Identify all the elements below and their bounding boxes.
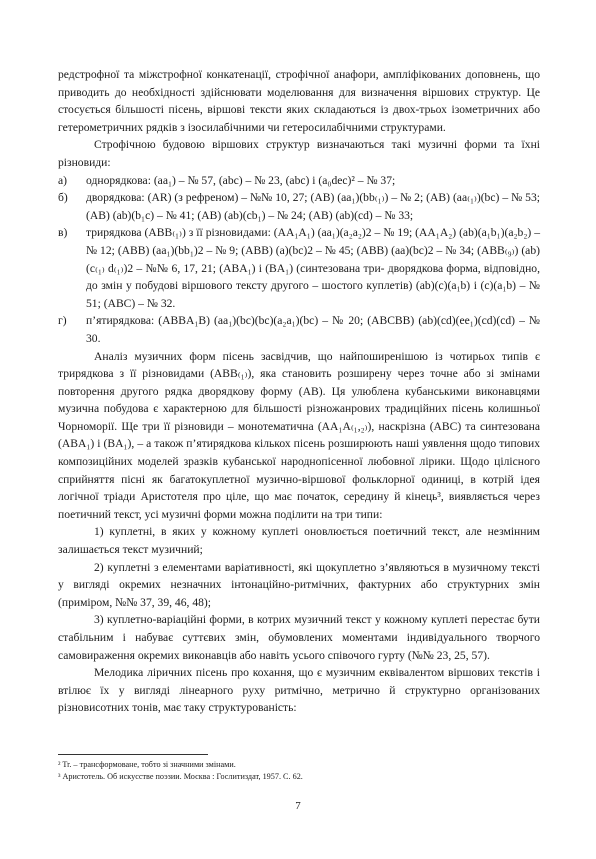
- music-forms-list: [58, 172, 540, 348]
- list-item-text: однорядкова: (аа₁) – № 57, (abc) – № 23, (abc) і (a₀dec)² – № 37;: [86, 173, 396, 187]
- list-item-text: дворядкова: (AR) (з рефреном) – №№ 10, 27; (AB) (aa₁)(bb₍₁₎) – № 2; (AB) (aa₍₁₎)(bc) – № 53; (AB) (ab)(b₁c) – № 41; (AB) (ab)(cb₁) – № 24; (AB) (ab)(cd) – № 33;: [86, 191, 540, 222]
- list-marker: г): [58, 314, 67, 328]
- paragraph: 3) куплетно-варіаційні форми, в котрих музичний текст у кожному куплеті перестає бути стабільним і набуває суттєвих змін, обумовлених моментами індивідуального творчого самовираження окремих виконавців або навіть усього співочого гурту (№№ 23, 25, 57).: [58, 613, 540, 662]
- list-item-text: трирядкова (ABB₍₁₎) з її різновидами: (AA₁A₁) (aa₁)(a₂a₂)2 – № 19; (AA₁A₂) (ab)(a₁b₁)(a₂b₂) – № 12; (ABB) (aa₁)(bb₁)2 – № 9; (ABB) (a)(bc)2 – № 45; (ABB) (aa)(bc)2 – № 34; (ABB₍₉₎) (ab)(c₍₁₎ d₍₁₎)2 – №№ 6, 17, 21; (ABA₁) і (BA₁) (синтезована три- дворядкова форма, відповідно, до змін у побудові віршового тексту другого – шостого куплетів) (ab)(c)(a₁b) і (c)(a₁b) – № 51; (ABC) – № 32.: [86, 226, 540, 310]
- list-marker: а): [58, 173, 68, 187]
- list-item-text: п’ятирядкова: (ABBA₁B) (aa₁)(bc)(bc)(a₂a₁)(bc) – № 20; (ABCBB) (ab)(cd)(ee₁)(cd)(cd) – № 30.: [86, 314, 540, 345]
- paragraph: Мелодика ліричних пісень про кохання, що є музичним еквівалентом віршових текстів і втілює їх у вигляді лінеарного руху ритмічно, метрично й структурно організованих різновисотних тонів, має таку структурованість:: [58, 666, 540, 715]
- footnote-divider: [58, 754, 208, 755]
- footnote: ³ Аристотель. Об искусстве поэзии. Москва : Гослитиздат, 1957. С. 62.: [58, 772, 303, 781]
- list-item: [58, 189, 540, 224]
- list-marker: б): [58, 191, 68, 205]
- paragraph: 1) куплетні, в яких у кожному куплеті оновлюється поетичний текст, але незмінним залишається текст музичний;: [58, 525, 540, 557]
- list-item: [58, 312, 540, 347]
- paragraph: Строфічною будовою віршових структур визначаються такі музичні форми та їхні різновиди:: [58, 138, 540, 169]
- list-marker: в): [58, 226, 68, 240]
- paragraph: 2) куплетні з елементами варіативності, які щокуплетно з’являються в музичному тексті у вигляді окремих незначних інтонаційно-ритмічних, фактурних або структурних змін (приміром, №№ 37, 39, 46, 48);: [58, 560, 540, 609]
- paragraph: Аналіз музичних форм пісень засвідчив, що найпоширенішою із чотирьох типів є трирядкова з її різновидами (ABB₍₁₎), яка становить розширену через точне або зі змінами повторення другого рядка дворядкову форму (AB). Ця улюблена кубанськими виконавцями музична побудова є характерною для більшості різножанрових традиційних пісень колишньої Чорноморії. Ще три її різновиди – монотематична (AA₁A₍₁,₂₎), наскрізна (ABC) та синтезована (ABA₁) і (BA₁), – а також п’ятирядкова кількох пісень розширюють наші уявлення щодо типових композиційних моделей зразків кубанської народнопісенної любовної лірики. Щодо цілісного сприйняття пісні як багатокуплетної музично-віршової фольклорної одиниці, в котрій ідея логічної тріади Аристотеля про ціле, що має початок, середину й кінець³, виявляється через поетичний текст, усі музичні форми можна поділити на три типи:: [58, 349, 540, 521]
- page-number: 7: [295, 800, 301, 812]
- list-item: [58, 224, 540, 312]
- footnotes: [58, 754, 540, 783]
- paragraph: редстрофної та міжстрофної конкатенації, строфічної анафори, ампліфікованих доповнень, що приводить до необхідності здійснювати моделювання для визначення віршових структур. Це стосується більшості пісень, віршові тексти яких складаються із двох-трьох ізометричних або гетерометричних рядків з ізосилабічними чи гетеросилабічними структурами.: [58, 68, 540, 134]
- footnote: ² Tr. – трансформоване, тобто зі значними змінами.: [58, 760, 236, 769]
- list-item: [58, 172, 540, 190]
- body-text: [58, 66, 540, 717]
